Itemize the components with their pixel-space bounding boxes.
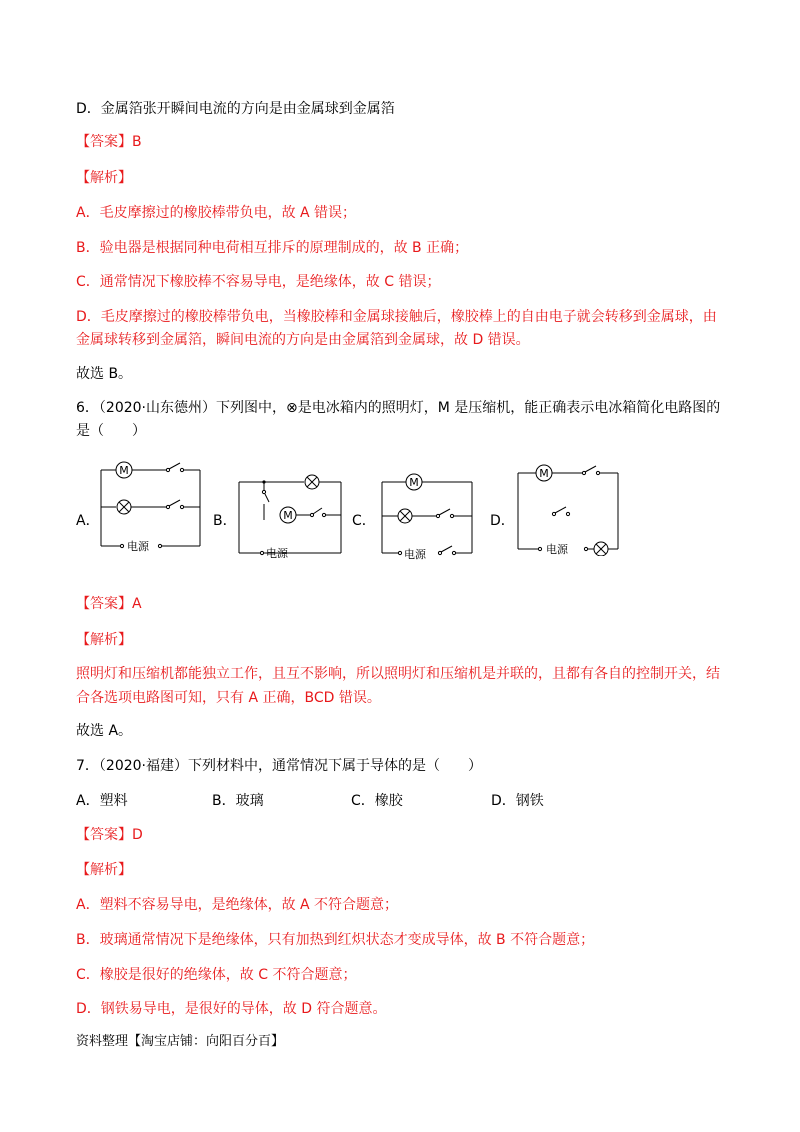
power-source-label: 电源 xyxy=(127,540,149,552)
motor-label: M xyxy=(119,464,129,477)
q7-analysis-b: B．玻璃通常情况下是绝缘体，只有加热到红炽状态才变成导体，故 B 不符合题意； xyxy=(76,932,595,948)
q5-option-d: D．金属箔张开瞬间电流的方向是由金属球到金属箔 xyxy=(76,101,395,117)
circuit-c-diagram xyxy=(378,458,480,562)
circuit-b-diagram xyxy=(236,458,346,558)
circuit-option-a-label: A． xyxy=(76,513,100,529)
circuit-a-diagram xyxy=(100,458,204,552)
q5-analysis-b: B．验电器是根据同种电荷相互排斥的原理制成的，故 B 正确； xyxy=(76,240,469,256)
q6-stem-line1 xyxy=(76,398,720,418)
q5-analysis-c: C．通常情况下橡胶棒不容易导电，是绝缘体，故 C 错误； xyxy=(76,274,441,290)
lamp-symbol-icon: ⊗ xyxy=(286,400,298,416)
motor-label: M xyxy=(283,509,293,522)
q7-options xyxy=(76,791,544,811)
motor-label: M xyxy=(409,476,419,489)
q7-analysis-d: D．钢铁易导电，是很好的导体，故 D 符合题意。 xyxy=(76,1001,387,1017)
q6-answer: 【答案】A xyxy=(76,596,142,612)
q7-analysis-c: C．橡胶是很好的绝缘体，故 C 不符合题意； xyxy=(76,967,357,983)
q6-analysis-line1: 照明灯和压缩机都能独立工作，且互不影响，所以照明灯和压缩机是并联的，且都有各自的控制开关，结 xyxy=(76,666,720,682)
motor-label: M xyxy=(539,467,549,480)
q5-analysis-d2: 金属球转移到金属箔，瞬间电流的方向是由金属箔到金属球，故 D 错误。 xyxy=(76,332,530,348)
power-source-label: 电源 xyxy=(266,547,288,558)
q5-analysis-label: 【解析】 xyxy=(76,170,132,186)
q7-option-c: C．橡胶 xyxy=(351,793,403,809)
circuit-d-diagram xyxy=(514,458,626,556)
q6-analysis-line2: 合各选项电路图可知，只有 A 正确，BCD 错误。 xyxy=(76,690,381,706)
q6-stem-line2: 是（ ） xyxy=(76,423,146,439)
q7-option-b: B．玻璃 xyxy=(212,793,264,809)
circuit-option-d-label: D． xyxy=(490,513,515,529)
circuit-option-b-label: B． xyxy=(213,513,237,529)
q5-analysis-a: A．毛皮摩擦过的橡胶棒带负电，故 A 错误； xyxy=(76,205,357,221)
circuit-option-c-label: C． xyxy=(352,513,376,529)
q7-analysis-a: A．塑料不容易导电，是绝缘体，故 A 不符合题意； xyxy=(76,897,399,913)
circuit-options xyxy=(76,458,636,580)
q7-option-a: A．塑料 xyxy=(76,793,128,809)
q5-analysis-d1: D．毛皮摩擦过的橡胶棒带负电，当橡胶棒和金属球接触后，橡胶棒上的自由电子就会转移到金属球，由 xyxy=(76,309,717,325)
q6-conclusion: 故选 A。 xyxy=(76,723,133,739)
power-source-label: 电源 xyxy=(404,548,426,561)
q7-analysis-label: 【解析】 xyxy=(76,862,132,878)
q7-option-d: D．钢铁 xyxy=(491,793,544,809)
q6-analysis-label: 【解析】 xyxy=(76,632,132,648)
footer-note: 资料整理【淘宝店铺：向阳百分百】 xyxy=(76,1034,285,1049)
q5-conclusion: 故选 B。 xyxy=(76,366,133,382)
power-source-label: 电源 xyxy=(546,543,568,556)
q7-stem: 7．（2020·福建）下列材料中，通常情况下属于导体的是（ ） xyxy=(76,758,482,774)
q7-answer: 【答案】D xyxy=(76,827,143,843)
q6-stem-part2: 是电冰箱内的照明灯，M 是压缩机，能正确表示电冰箱简化电路图的 xyxy=(297,400,721,416)
q6-stem-part1: 6．（2020·山东德州）下列图中， xyxy=(76,400,286,416)
q5-answer: 【答案】B xyxy=(76,134,142,150)
